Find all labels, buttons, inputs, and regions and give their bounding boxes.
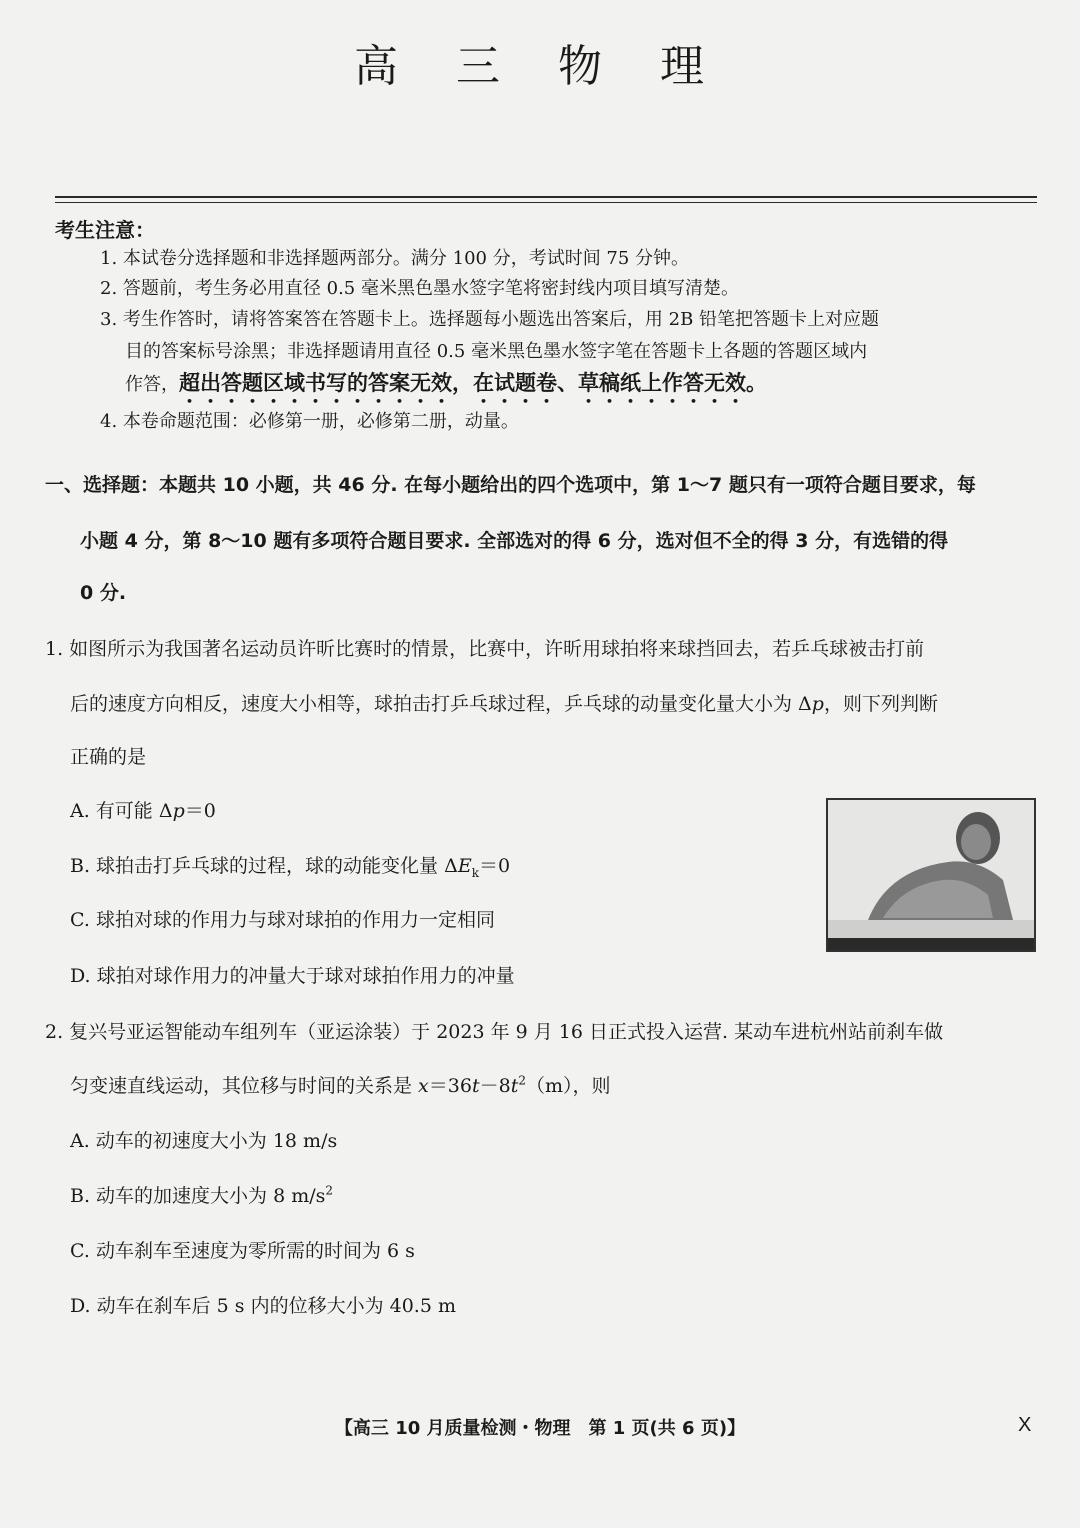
q2-stem-text-c: －8: [479, 1075, 511, 1097]
notice-heading: 考生注意：: [55, 218, 155, 242]
q2-option-d: D. 动车在刹车后 5 s 内的位移大小为 40.5 m: [70, 1295, 456, 1317]
notice-item-2: 2. 答题前，考生务必用直径 0.5 毫米黑色墨水签字笔将密封线内项目填写清楚。: [100, 278, 739, 299]
q1-option-b: [70, 851, 510, 880]
q1-option-c: C. 球拍对球的作用力与球对球拍的作用力一定相同: [70, 909, 495, 931]
q2-option-b-sup: 2: [325, 1183, 334, 1198]
q2-option-a: A. 动车的初速度大小为 18 m/s: [70, 1130, 338, 1152]
notice-item-3-line-3: [125, 368, 767, 408]
notice-emphasis: 超出答题区域书写的答案无效，在试题卷、草稿纸上作答无效。: [179, 371, 767, 395]
page-title: 高 三 物 理: [354, 41, 726, 92]
q1-stem-text-a: 后的速度方向相反，速度大小相等，球拍击打乒乓球过程，乒乓球的动量变化量大小为 Δ: [70, 693, 812, 715]
q1-option-a: [70, 796, 216, 823]
notice-item-3-prefix: 作答，: [125, 374, 179, 395]
q2-var-x: x: [418, 1075, 429, 1097]
section-1-instructions-line-1: 一、选择题：本题共 10 小题，共 46 分. 在每小题给出的四个选项中，第 1～7 题只有一项符合题目要求，每: [45, 474, 976, 496]
q2-option-c: C. 动车刹车至速度为零所需的时间为 6 s: [70, 1240, 415, 1262]
paper-code: X: [1018, 1414, 1032, 1436]
section-1-instructions-line-3: 0 分.: [80, 582, 127, 604]
q1-option-b-text: B. 球拍击打乒乓球的过程，球的动能变化量 Δ: [70, 855, 458, 877]
q2-option-b-text: B. 动车的加速度大小为 8 m/s: [70, 1185, 326, 1207]
q1-option-b-var: E: [457, 855, 472, 877]
q1-stem-line-1: 1. 如图所示为我国著名运动员许昕比赛时的情景，比赛中，许昕用球拍将来球挡回去，若乒乓球被击打前: [45, 638, 925, 660]
header-divider-thin: [55, 202, 1037, 203]
notice-item-1: 1. 本试卷分选择题和非选择题两部分。满分 100 分，考试时间 75 分钟。: [100, 248, 690, 269]
q2-exponent: 2: [518, 1073, 526, 1088]
q2-option-b: [70, 1181, 333, 1208]
notice-item-4: 4. 本卷命题范围：必修第一册，必修第二册，动量。: [100, 411, 519, 432]
q1-stem-line-3: 正确的是: [70, 746, 147, 768]
header-divider: [55, 196, 1037, 198]
q1-option-b-sub: k: [471, 865, 479, 880]
q1-var-p: p: [811, 693, 824, 715]
q1-stem-line-2: [70, 689, 938, 716]
q2-stem-text-d: （m），则: [525, 1075, 611, 1097]
q2-stem-line-1: 2. 复兴号亚运智能动车组列车（亚运涂装）于 2023 年 9 月 16 日正式投入运营. 某动车进杭州站前刹车做: [45, 1021, 944, 1043]
q1-option-d: D. 球拍对球作用力的冲量大于球对球拍作用力的冲量: [70, 965, 515, 987]
q1-option-a-text: A. 有可能 Δ: [70, 800, 173, 822]
q2-stem-line-2: [70, 1071, 611, 1098]
q2-var-t1: t: [471, 1075, 480, 1097]
q1-option-b-tail: ＝0: [478, 855, 511, 877]
q2-stem-text-a: 匀变速直线运动，其位移与时间的关系是: [70, 1075, 419, 1097]
section-1-instructions-line-2: 小题 4 分，第 8～10 题有多项符合题目要求. 全部选对的得 6 分，选对但不全的得 3 分，有选错的得: [80, 530, 949, 552]
page-footer: 【高三 10 月质量检测・物理 第 1 页(共 6 页)】: [334, 1418, 746, 1439]
q1-option-a-tail: ＝0: [184, 800, 216, 822]
q1-option-a-var: p: [172, 800, 185, 822]
q1-stem-text-b: ，则下列判断: [823, 693, 938, 715]
q2-var-t2: t: [510, 1075, 519, 1097]
notice-item-3-line-2: 目的答案标号涂黑；非选择题请用直径 0.5 毫米黑色墨水签字笔在答题卡上各题的答题区域内: [125, 341, 868, 362]
table-tennis-player-photo: [826, 798, 1036, 952]
notice-item-3-line-1: 3. 考生作答时，请将答案答在答题卡上。选择题每小题选出答案后，用 2B 铅笔把答题卡上对应题: [100, 309, 880, 330]
q2-stem-text-b: ＝36: [428, 1075, 472, 1097]
player-illustration: [828, 800, 1034, 950]
